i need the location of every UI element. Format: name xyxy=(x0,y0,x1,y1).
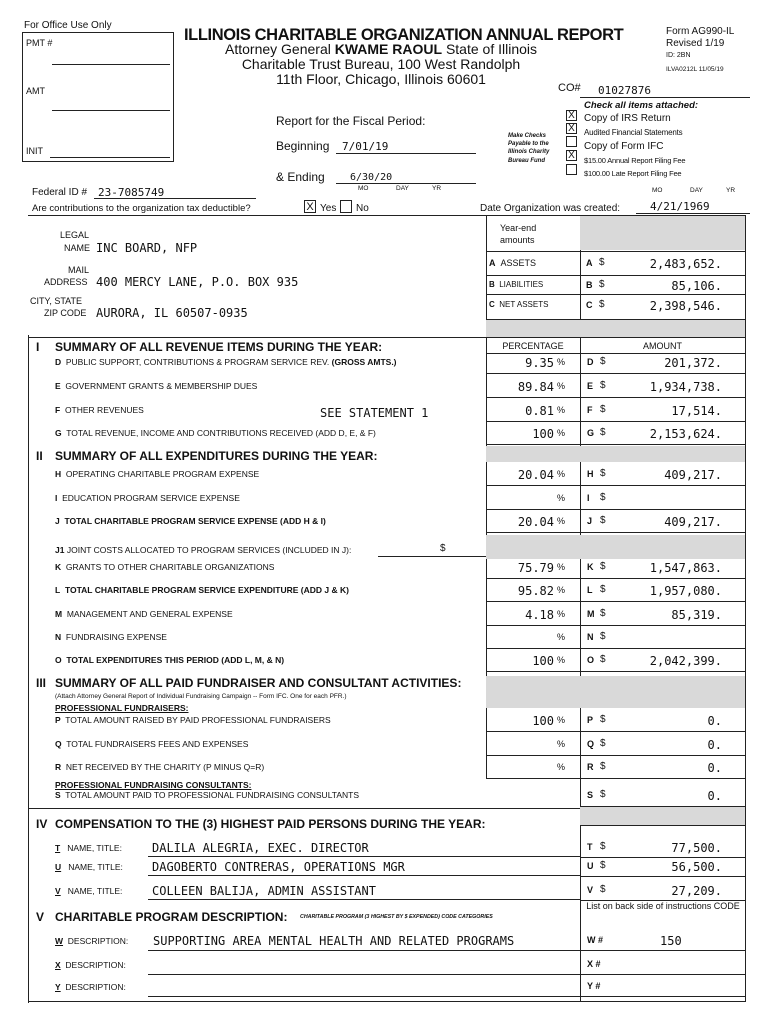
bal-line-4 xyxy=(486,319,745,320)
desc-2-line xyxy=(148,996,580,997)
comp-1-name: DAGOBERTO CONTRERAS, OPERATIONS MGR xyxy=(152,860,405,874)
office-use-title: For Office Use Only xyxy=(24,20,112,31)
deductible-yes-label: Yes xyxy=(320,203,337,214)
section-4-title: COMPENSATION TO THE (3) HIGHEST PAID PERSONS DURING THE YEAR: xyxy=(55,817,486,831)
row-l-pct: 95.82 xyxy=(517,584,554,598)
section-3-note: (Attach Attorney General Report of Individual Fundraising Campaign -- Form IFC. One for each PFR.) xyxy=(55,693,347,700)
form-title: ILLINOIS CHARITABLE ORGANIZATION ANNUAL REPORT xyxy=(184,26,624,44)
zip-label: ZIP CODE xyxy=(44,308,87,318)
row-e-code: E xyxy=(587,381,594,391)
row-r-code: R xyxy=(587,762,594,772)
amt-line xyxy=(52,110,170,111)
row-o-line xyxy=(486,671,745,672)
s1-top-line xyxy=(28,337,746,338)
row-f-note: SEE STATEMENT 1 xyxy=(320,406,429,420)
liabilities-cur: $ xyxy=(599,279,605,290)
attach-irs-checkbox[interactable]: X xyxy=(566,110,577,121)
org-name: INC BOARD, NFP xyxy=(96,241,198,255)
row-s-line xyxy=(580,806,745,807)
row-i-code: I xyxy=(587,493,590,503)
co-line xyxy=(580,97,750,98)
section-2-num: II xyxy=(36,449,43,463)
bal-line-3 xyxy=(486,294,745,295)
amount-head: AMOUNT xyxy=(643,341,682,351)
comp-1-cur: $ xyxy=(600,860,606,871)
header-line4: 11th Floor, Chicago, Illinois 60601 xyxy=(276,71,486,87)
main-left-line xyxy=(28,335,29,1003)
assets-cur: $ xyxy=(599,257,605,268)
row-f-code: F xyxy=(587,405,593,415)
co-number: 01027876 xyxy=(598,84,651,97)
name-label: NAME xyxy=(64,243,91,253)
bottom-line xyxy=(28,1001,746,1002)
row-k-label: K GRANTS TO OTHER CHARITABLE ORGANIZATIONS xyxy=(55,562,275,572)
row-p-amount: 0. xyxy=(707,714,722,728)
section-1-num: I xyxy=(36,340,40,354)
bal-line-2 xyxy=(486,275,745,276)
assets-code: A xyxy=(586,258,593,268)
row-r-amount: 0. xyxy=(707,761,722,775)
liabilities-label: B LIABILITIES xyxy=(489,280,544,289)
percentage-head: PERCENTAGE xyxy=(502,341,564,351)
row-j-cur: $ xyxy=(600,515,606,526)
row-g-amount: 2,153,624. xyxy=(649,427,722,441)
row-r-pct-sign: % xyxy=(557,762,566,772)
city-label: CITY, STATE xyxy=(30,296,83,306)
row-d-code: D xyxy=(587,357,594,367)
row-n-pct-sign: % xyxy=(557,632,566,642)
desc-0-line xyxy=(148,950,580,951)
s4-top-line xyxy=(28,808,580,809)
row-d-pct-sign: % xyxy=(557,357,566,367)
row-j-amount: 409,217. xyxy=(664,515,722,529)
row-o-cur: $ xyxy=(600,654,606,665)
assets-label: A ASSETS xyxy=(489,258,537,268)
comp-0-amount: 77,500. xyxy=(671,841,722,855)
row-m-code: M xyxy=(587,609,595,619)
comp-2-code: V xyxy=(587,885,594,895)
beginning-line xyxy=(336,153,476,154)
section-2-title: SUMMARY OF ALL EXPENDITURES DURING THE YEAR: xyxy=(55,449,378,463)
attach-ifc-label: Copy of Form IFC xyxy=(584,141,664,152)
federal-id-label: Federal ID # xyxy=(32,187,88,198)
desc-2-label: Y DESCRIPTION: xyxy=(55,982,126,992)
created-label: Date Organization was created: xyxy=(480,203,621,214)
row-k-pct-sign: % xyxy=(557,562,566,572)
row-h-amount: 409,217. xyxy=(664,468,722,482)
row-j-pct-sign: % xyxy=(557,516,566,526)
row-o-code: O xyxy=(587,655,595,665)
row-s-code: S xyxy=(587,790,594,800)
j1-line xyxy=(378,556,486,557)
gray-band-2 xyxy=(486,446,745,462)
row-h-cur: $ xyxy=(600,468,606,479)
comp-0-line xyxy=(148,856,580,857)
comp-0-cur: $ xyxy=(600,841,606,852)
comp-0-label: T NAME, TITLE: xyxy=(55,843,122,853)
comp-1-code: U xyxy=(587,861,594,871)
ending-yr: YR xyxy=(432,185,442,192)
attach-late-checkbox[interactable] xyxy=(566,164,577,175)
row-s-label: S TOTAL AMOUNT PAID TO PROFESSIONAL FUNDRAISING CONSULTANTS xyxy=(55,790,360,800)
ending-line xyxy=(336,183,476,184)
section-5-num: V xyxy=(36,910,45,924)
created-date: 4/21/1969 xyxy=(650,200,710,213)
row-n-code: N xyxy=(587,632,594,642)
row-e-pct: 89.84 xyxy=(517,380,554,394)
row-i-pct-sign: % xyxy=(557,493,566,503)
pmt-line xyxy=(52,64,170,65)
row-k-amount: 1,547,863. xyxy=(649,561,722,575)
row-r-label: R NET RECEIVED BY THE CHARITY (P MINUS Q=R) xyxy=(55,762,265,772)
comp-2-label: V NAME, TITLE: xyxy=(55,886,123,896)
row-q-label: Q TOTAL FUNDRAISERS FEES AND EXPENSES xyxy=(55,739,249,749)
row-o-amount: 2,042,399. xyxy=(649,654,722,668)
yearend-head: Year-end amounts xyxy=(500,223,537,245)
row-q-amount: 0. xyxy=(707,738,722,752)
form-ilva: ILVA0212L 11/05/19 xyxy=(666,66,724,73)
form-number: Form AG990-IL xyxy=(666,26,735,37)
row-d-label: D PUBLIC SUPPORT, CONTRIBUTIONS & PROGRAM SERVICE REV. (GROSS AMTS.) xyxy=(55,357,397,367)
desc-0-code-line xyxy=(580,950,745,951)
row-m-cur: $ xyxy=(600,608,606,619)
section-1-title: SUMMARY OF ALL REVENUE ITEMS DURING THE YEAR: xyxy=(55,340,383,354)
row-k-code: K xyxy=(587,562,594,572)
row-h-label: H OPERATING CHARITABLE PROGRAM EXPENSE xyxy=(55,469,260,479)
row-o-pct: 100 xyxy=(532,654,554,668)
row-e-amount: 1,934,738. xyxy=(649,380,722,394)
deductible-yes-checkbox[interactable]: X xyxy=(304,200,316,213)
bal-line-1 xyxy=(486,251,745,252)
form-id: ID: 2BN xyxy=(666,52,691,59)
attach-ifc-checkbox[interactable] xyxy=(566,136,577,147)
row-d-pct: 9.35 xyxy=(525,356,554,370)
row-m-line xyxy=(486,625,745,626)
desc-1-label: X DESCRIPTION: xyxy=(55,960,126,970)
section-4-num: IV xyxy=(36,817,48,831)
row-i-label: I EDUCATION PROGRAM SERVICE EXPENSE xyxy=(55,493,240,503)
row-f-label: F OTHER REVENUES xyxy=(55,405,144,415)
beginning-date: 7/01/19 xyxy=(342,140,389,153)
comp-1-label: U NAME, TITLE: xyxy=(55,862,123,872)
row-m-label: M MANAGEMENT AND GENERAL EXPENSE xyxy=(55,609,233,619)
row-i-line xyxy=(486,509,745,510)
row-g-line xyxy=(486,444,745,445)
form-revised: Revised 1/19 xyxy=(666,38,725,49)
row-j-label: J TOTAL CHARITABLE PROGRAM SERVICE EXPENSE (ADD H & I) xyxy=(55,516,326,526)
liabilities-code: B xyxy=(586,280,593,290)
row-d-cur: $ xyxy=(600,356,606,367)
row-g-cur: $ xyxy=(600,427,606,438)
comp-2-name: COLLEEN BALIJA, ADMIN ASSISTANT xyxy=(152,884,376,898)
created-day: DAY xyxy=(690,187,703,194)
net-assets-code: C xyxy=(586,300,593,310)
row-h-pct-sign: % xyxy=(557,469,566,479)
attach-audited-label: Audited Financial Statements xyxy=(584,128,683,137)
row-m-pct-sign: % xyxy=(557,609,566,619)
init-label: INIT xyxy=(26,146,43,156)
net-assets-value: 2,398,546. xyxy=(649,299,722,313)
row-f-amount: 17,514. xyxy=(671,404,722,418)
s4-box-line xyxy=(580,825,745,826)
comp-2-amount: 27,209. xyxy=(671,884,722,898)
desc-0-label: W DESCRIPTION: xyxy=(55,936,129,946)
section-5-sub: CHARITABLE PROGRAM (3 HIGHEST BY $ EXPENDED) CODE CATEGORIES xyxy=(300,914,493,920)
row-g-label: G TOTAL REVENUE, INCOME AND CONTRIBUTIONS RECEIVED (ADD D, E, & F) xyxy=(55,428,376,438)
row-q-pct-sign: % xyxy=(557,739,566,749)
comp-2-line xyxy=(148,899,580,900)
row-s-cur: $ xyxy=(600,789,606,800)
gray-band-1 xyxy=(486,320,745,337)
row-k-line xyxy=(486,578,745,579)
comp-1-line xyxy=(148,875,580,876)
org-address: 400 MERCY LANE, P.O. BOX 935 xyxy=(96,275,299,289)
liabilities-value: 85,106. xyxy=(671,279,722,293)
federal-id-value: 23-7085749 xyxy=(98,186,165,199)
row-n-line xyxy=(486,648,745,649)
row-s-amount: 0. xyxy=(707,789,722,803)
desc-0-value: SUPPORTING AREA MENTAL HEALTH AND RELATED PROGRAMS xyxy=(153,934,515,948)
attach-fee-checkbox[interactable]: X xyxy=(566,150,577,161)
row-m-pct: 4.18 xyxy=(525,608,554,622)
make-checks-note: Make Checks Payable to the Illinois Charity Bureau Fund xyxy=(508,133,550,164)
created-yr: YR xyxy=(726,187,736,194)
legal-label: LEGAL xyxy=(60,230,90,240)
j1-cur: $ xyxy=(440,543,446,554)
deductible-question: Are contributions to the organization tax deductible? xyxy=(32,203,251,214)
row-h-code: H xyxy=(587,469,594,479)
code-list-note: List on back side of instructions CODE xyxy=(586,901,740,911)
row-o-label: O TOTAL EXPENDITURES THIS PERIOD (ADD L, M, & N) xyxy=(55,655,285,665)
row-q-line xyxy=(486,755,745,756)
fiscal-label: Report for the Fiscal Period: xyxy=(276,114,426,128)
gray-band-top xyxy=(580,216,745,250)
address-label: ADDRESS xyxy=(44,277,88,287)
assets-value: 2,483,652. xyxy=(649,257,722,271)
row-n-cur: $ xyxy=(600,631,606,642)
row-e-line xyxy=(486,397,745,398)
comp-0-name: DALILA ALEGRIA, EXEC. DIRECTOR xyxy=(152,841,369,855)
desc-1-code-line xyxy=(580,974,745,975)
init-line xyxy=(50,157,170,158)
header-line2: Attorney General KWAME RAOUL State of Illinois xyxy=(225,41,537,57)
row-e-pct-sign: % xyxy=(557,381,566,391)
row-p-line xyxy=(486,731,745,732)
row-p-pct: 100 xyxy=(532,714,554,728)
gray-band-5 xyxy=(580,807,745,825)
section-3-title: SUMMARY OF ALL PAID FUNDRAISER AND CONSULTANT ACTIVITIES: xyxy=(55,676,462,690)
row-d-amount: 201,372. xyxy=(664,356,722,370)
row-i-cur: $ xyxy=(600,492,606,503)
row-l-line xyxy=(486,601,745,602)
section-3-num: III xyxy=(36,676,47,690)
row-d-line xyxy=(486,373,745,374)
org-city: AURORA, IL 60507-0935 xyxy=(96,306,248,320)
ending-date: 6/30/20 xyxy=(350,172,393,183)
net-assets-cur: $ xyxy=(599,299,605,310)
comp-0-code: T xyxy=(587,842,593,852)
pro-fundraisers-head: PROFESSIONAL FUNDRAISERS: xyxy=(55,703,189,713)
s1-head-line xyxy=(486,353,745,354)
row-j-pct: 20.04 xyxy=(517,515,554,529)
row-p-cur: $ xyxy=(600,714,606,725)
pro-consultants-head: PROFESSIONAL FUNDRAISING CONSULTANTS: xyxy=(55,780,252,790)
gray-band-3 xyxy=(486,535,745,559)
mail-label: MAIL xyxy=(68,265,90,275)
row-l-code: L xyxy=(587,585,593,595)
section-5-title: CHARITABLE PROGRAM DESCRIPTION: xyxy=(55,910,288,924)
co-label: CO# xyxy=(558,82,581,94)
row-q-code: Q xyxy=(587,739,595,749)
gray-band-4 xyxy=(486,676,745,708)
amt-col-right xyxy=(745,215,746,1001)
deductible-no-checkbox[interactable] xyxy=(340,200,352,213)
row-o-pct-sign: % xyxy=(557,655,566,665)
row-f-cur: $ xyxy=(600,404,606,415)
row-e-label: E GOVERNMENT GRANTS & MEMBERSHIP DUES xyxy=(55,381,258,391)
ending-label: & Ending xyxy=(276,170,325,184)
row-l-pct-sign: % xyxy=(557,585,566,595)
attached-title: Check all items attached: xyxy=(584,100,699,111)
row-k-pct: 75.79 xyxy=(517,561,554,575)
j1-label: J1 JOINT COSTS ALLOCATED TO PROGRAM SERVICES (INCLUDED IN J): xyxy=(55,545,352,555)
beginning-label: Beginning xyxy=(276,139,330,153)
row-h-pct: 20.04 xyxy=(517,468,554,482)
deductible-no-label: No xyxy=(356,203,369,214)
row-e-cur: $ xyxy=(600,380,606,391)
row-k-cur: $ xyxy=(600,561,606,572)
comp-0-amount-line xyxy=(580,857,745,858)
federal-id-line xyxy=(94,198,256,199)
desc-2-code-line xyxy=(580,996,745,997)
row-h-line xyxy=(486,485,745,486)
office-use-box xyxy=(22,32,174,162)
row-j-line xyxy=(486,532,745,533)
row-n-label: N FUNDRAISING EXPENSE xyxy=(55,632,167,642)
desc-0-code: W # xyxy=(587,935,604,945)
comp-1-amount: 56,500. xyxy=(671,860,722,874)
desc-2-code: Y # xyxy=(587,981,601,991)
row-r-cur: $ xyxy=(600,761,606,772)
attach-late-label: $100.00 Late Report Filing Fee xyxy=(584,169,682,178)
created-line xyxy=(636,213,750,214)
desc-1-code: X # xyxy=(587,959,601,969)
ending-day: DAY xyxy=(396,185,409,192)
row-l-label: L TOTAL CHARITABLE PROGRAM SERVICE EXPENDITURE (ADD J & K) xyxy=(55,585,349,595)
attach-irs-label: Copy of IRS Return xyxy=(584,113,671,124)
row-p-pct-sign: % xyxy=(557,715,566,725)
attach-audited-checkbox[interactable]: X xyxy=(566,123,577,134)
comp-2-cur: $ xyxy=(600,884,606,895)
row-m-amount: 85,319. xyxy=(671,608,722,622)
desc-1-line xyxy=(148,974,580,975)
row-q-cur: $ xyxy=(600,738,606,749)
row-g-pct-sign: % xyxy=(557,428,566,438)
pmt-label: PMT # xyxy=(26,38,53,48)
row-p-code: P xyxy=(587,715,594,725)
row-f-pct-sign: % xyxy=(557,405,566,415)
attach-fee-label: $15.00 Annual Report Filing Fee xyxy=(584,156,686,165)
row-j-code: J xyxy=(587,516,593,526)
row-g-code: G xyxy=(587,428,595,438)
header-line3: Charitable Trust Bureau, 100 West Randolph xyxy=(241,56,521,72)
row-l-amount: 1,957,080. xyxy=(649,584,722,598)
net-assets-label: C NET ASSETS xyxy=(489,300,549,309)
desc-0-num: 150 xyxy=(660,934,682,948)
row-f-line xyxy=(486,421,745,422)
ending-mo: MO xyxy=(358,185,369,192)
row-g-pct: 100 xyxy=(532,427,554,441)
row-l-cur: $ xyxy=(600,584,606,595)
row-r-line xyxy=(486,778,745,779)
created-mo: MO xyxy=(652,187,663,194)
comp-1-amount-line xyxy=(580,876,745,877)
row-f-pct: 0.81 xyxy=(525,404,554,418)
row-p-label: P TOTAL AMOUNT RAISED BY PAID PROFESSIONAL FUNDRAISERS xyxy=(55,715,331,725)
amt-label: AMT xyxy=(26,86,45,96)
